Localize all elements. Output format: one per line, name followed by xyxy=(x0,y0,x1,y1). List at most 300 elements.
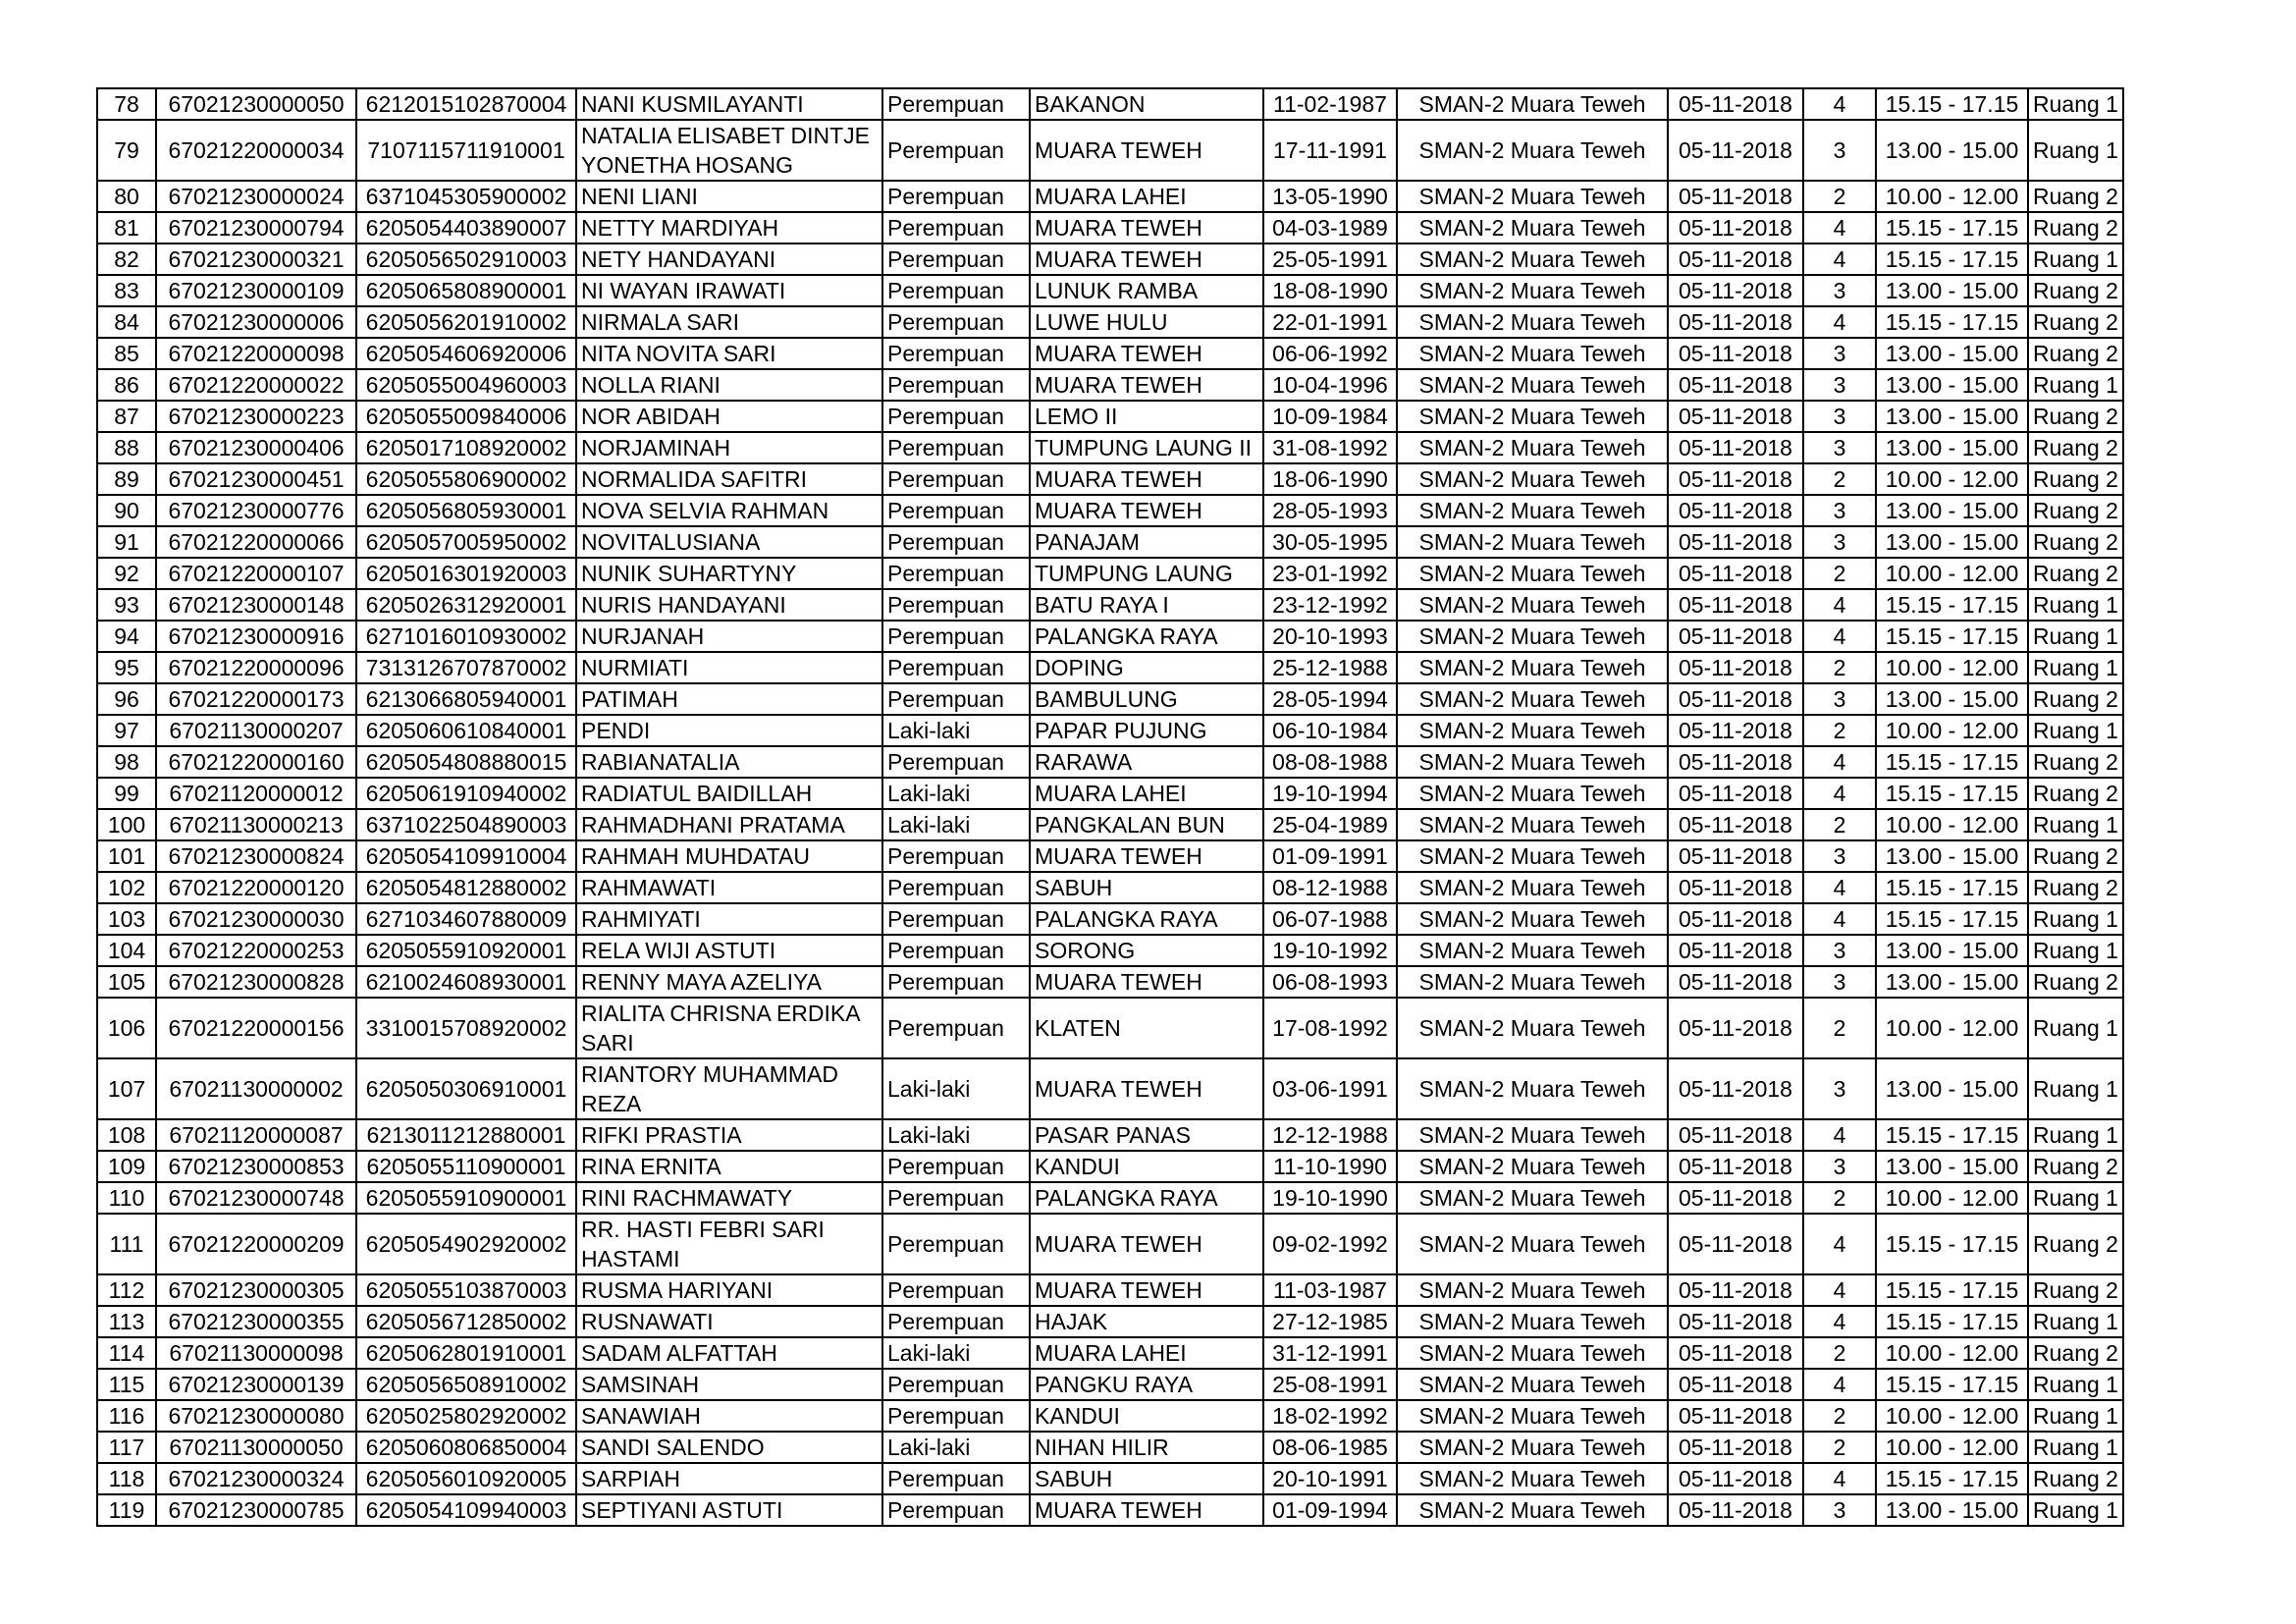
birthdate-cell: 18-06-1990 xyxy=(1263,463,1397,495)
test-location-cell: SMAN-2 Muara Teweh xyxy=(1397,558,1668,589)
nik-cell: 6205055009840006 xyxy=(356,401,576,432)
nik-cell: 6205054403890007 xyxy=(356,212,576,244)
birthdate-cell: 03-06-1991 xyxy=(1263,1058,1397,1119)
room-cell: Ruang 1 xyxy=(2028,935,2123,966)
name-cell: RAHMIYATI xyxy=(576,903,882,935)
birthdate-cell: 10-04-1996 xyxy=(1263,369,1397,401)
participant-number-cell: 67021230000776 xyxy=(156,495,356,526)
nik-cell: 6205061910940002 xyxy=(356,778,576,809)
birthdate-cell: 13-05-1990 xyxy=(1263,181,1397,212)
gender-cell: Perempuan xyxy=(882,1214,1030,1274)
test-date-cell: 05-11-2018 xyxy=(1668,652,1803,683)
nik-cell: 6205016301920003 xyxy=(356,558,576,589)
session-cell: 2 xyxy=(1803,1432,1876,1463)
test-date-cell: 05-11-2018 xyxy=(1668,778,1803,809)
session-cell: 4 xyxy=(1803,212,1876,244)
nik-cell: 6271034607880009 xyxy=(356,903,576,935)
participant-number-cell: 67021220000096 xyxy=(156,652,356,683)
name-cell: NATALIA ELISABET DINTJE YONETHA HOSANG xyxy=(576,120,882,181)
gender-cell: Laki-laki xyxy=(882,1337,1030,1369)
gender-cell: Perempuan xyxy=(882,120,1030,181)
gender-cell: Perempuan xyxy=(882,621,1030,652)
nik-cell: 6205054109910004 xyxy=(356,840,576,872)
name-cell: RELA WIJI ASTUTI xyxy=(576,935,882,966)
session-cell: 4 xyxy=(1803,589,1876,621)
name-cell: RUSMA HARIYANI xyxy=(576,1274,882,1306)
participant-number-cell: 67021230000916 xyxy=(156,621,356,652)
nik-cell: 6205054606920006 xyxy=(356,338,576,369)
name-cell: NOLLA RIANI xyxy=(576,369,882,401)
name-cell: SADAM ALFATTAH xyxy=(576,1337,882,1369)
gender-cell: Perempuan xyxy=(882,244,1030,275)
row-number-cell: 88 xyxy=(97,432,156,463)
gender-cell: Perempuan xyxy=(882,998,1030,1058)
row-number-cell: 104 xyxy=(97,935,156,966)
test-location-cell: SMAN-2 Muara Teweh xyxy=(1397,275,1668,306)
birthplace-cell: MUARA TEWEH xyxy=(1030,966,1263,998)
time-cell: 15.15 - 17.15 xyxy=(1876,306,2028,338)
room-cell: Ruang 2 xyxy=(2028,1214,2123,1274)
name-cell: SANDI SALENDO xyxy=(576,1432,882,1463)
participant-number-cell: 67021230000109 xyxy=(156,275,356,306)
test-date-cell: 05-11-2018 xyxy=(1668,1432,1803,1463)
row-number-cell: 93 xyxy=(97,589,156,621)
table-row xyxy=(97,621,2123,652)
birthdate-cell: 31-12-1991 xyxy=(1263,1337,1397,1369)
nik-cell: 6205056201910002 xyxy=(356,306,576,338)
room-cell: Ruang 1 xyxy=(2028,244,2123,275)
birthplace-cell: NIHAN HILIR xyxy=(1030,1432,1263,1463)
row-number-cell: 107 xyxy=(97,1058,156,1119)
participant-number-cell: 67021230000139 xyxy=(156,1369,356,1400)
time-cell: 10.00 - 12.00 xyxy=(1876,715,2028,746)
test-date-cell: 05-11-2018 xyxy=(1668,1494,1803,1526)
session-cell: 4 xyxy=(1803,1369,1876,1400)
room-cell: Ruang 1 xyxy=(2028,1494,2123,1526)
birthplace-cell: TUMPUNG LAUNG xyxy=(1030,558,1263,589)
row-number-cell: 112 xyxy=(97,1274,156,1306)
participant-number-cell: 67021130000098 xyxy=(156,1337,356,1369)
birthdate-cell: 06-06-1992 xyxy=(1263,338,1397,369)
birthplace-cell: MUARA TEWEH xyxy=(1030,463,1263,495)
room-cell: Ruang 1 xyxy=(2028,589,2123,621)
birthplace-cell: LEMO II xyxy=(1030,401,1263,432)
session-cell: 3 xyxy=(1803,432,1876,463)
test-location-cell: SMAN-2 Muara Teweh xyxy=(1397,715,1668,746)
table-row xyxy=(97,181,2123,212)
session-cell: 4 xyxy=(1803,778,1876,809)
gender-cell: Perempuan xyxy=(882,1463,1030,1494)
table-row xyxy=(97,652,2123,683)
test-date-cell: 05-11-2018 xyxy=(1668,621,1803,652)
table-row xyxy=(97,1494,2123,1526)
nik-cell: 6205057005950002 xyxy=(356,526,576,558)
birthdate-cell: 28-05-1993 xyxy=(1263,495,1397,526)
table-row xyxy=(97,306,2123,338)
birthdate-cell: 12-12-1988 xyxy=(1263,1119,1397,1151)
room-cell: Ruang 2 xyxy=(2028,1151,2123,1182)
row-number-cell: 119 xyxy=(97,1494,156,1526)
test-location-cell: SMAN-2 Muara Teweh xyxy=(1397,652,1668,683)
birthdate-cell: 17-08-1992 xyxy=(1263,998,1397,1058)
nik-cell: 7107115711910001 xyxy=(356,120,576,181)
test-date-cell: 05-11-2018 xyxy=(1668,401,1803,432)
birthdate-cell: 17-11-1991 xyxy=(1263,120,1397,181)
gender-cell: Perempuan xyxy=(882,1369,1030,1400)
test-location-cell: SMAN-2 Muara Teweh xyxy=(1397,495,1668,526)
participant-number-cell: 67021230000824 xyxy=(156,840,356,872)
name-cell: RUSNAWATI xyxy=(576,1306,882,1337)
nik-cell: 6205056712850002 xyxy=(356,1306,576,1337)
birthdate-cell: 22-01-1991 xyxy=(1263,306,1397,338)
table-row xyxy=(97,1400,2123,1432)
row-number-cell: 86 xyxy=(97,369,156,401)
test-date-cell: 05-11-2018 xyxy=(1668,589,1803,621)
test-date-cell: 05-11-2018 xyxy=(1668,495,1803,526)
table-row xyxy=(97,966,2123,998)
test-location-cell: SMAN-2 Muara Teweh xyxy=(1397,432,1668,463)
row-number-cell: 106 xyxy=(97,998,156,1058)
room-cell: Ruang 2 xyxy=(2028,683,2123,715)
session-cell: 3 xyxy=(1803,966,1876,998)
row-number-cell: 81 xyxy=(97,212,156,244)
session-cell: 2 xyxy=(1803,715,1876,746)
gender-cell: Perempuan xyxy=(882,401,1030,432)
test-location-cell: SMAN-2 Muara Teweh xyxy=(1397,1058,1668,1119)
room-cell: Ruang 1 xyxy=(2028,369,2123,401)
room-cell: Ruang 1 xyxy=(2028,903,2123,935)
gender-cell: Laki-laki xyxy=(882,809,1030,840)
name-cell: RABIANATALIA xyxy=(576,746,882,778)
birthplace-cell: KLATEN xyxy=(1030,998,1263,1058)
birthplace-cell: MUARA TEWEH xyxy=(1030,1274,1263,1306)
table-row xyxy=(97,526,2123,558)
participant-number-cell: 67021230000223 xyxy=(156,401,356,432)
test-date-cell: 05-11-2018 xyxy=(1668,1337,1803,1369)
participant-number-cell: 67021220000160 xyxy=(156,746,356,778)
table-row xyxy=(97,778,2123,809)
birthdate-cell: 25-08-1991 xyxy=(1263,1369,1397,1400)
table-row xyxy=(97,369,2123,401)
room-cell: Ruang 2 xyxy=(2028,212,2123,244)
session-cell: 4 xyxy=(1803,1463,1876,1494)
birthplace-cell: MUARA TEWEH xyxy=(1030,1494,1263,1526)
time-cell: 13.00 - 15.00 xyxy=(1876,966,2028,998)
birthplace-cell: MUARA LAHEI xyxy=(1030,181,1263,212)
gender-cell: Perempuan xyxy=(882,181,1030,212)
session-cell: 3 xyxy=(1803,683,1876,715)
nik-cell: 6371045305900002 xyxy=(356,181,576,212)
birthdate-cell: 10-09-1984 xyxy=(1263,401,1397,432)
nik-cell: 6205056010920005 xyxy=(356,1463,576,1494)
session-cell: 3 xyxy=(1803,1151,1876,1182)
time-cell: 15.15 - 17.15 xyxy=(1876,212,2028,244)
row-number-cell: 115 xyxy=(97,1369,156,1400)
birthplace-cell: LUNUK RAMBA xyxy=(1030,275,1263,306)
birthplace-cell: MUARA TEWEH xyxy=(1030,120,1263,181)
birthdate-cell: 09-02-1992 xyxy=(1263,1214,1397,1274)
gender-cell: Perempuan xyxy=(882,746,1030,778)
participant-number-cell: 67021230000355 xyxy=(156,1306,356,1337)
test-date-cell: 05-11-2018 xyxy=(1668,683,1803,715)
participant-number-cell: 67021220000022 xyxy=(156,369,356,401)
test-location-cell: SMAN-2 Muara Teweh xyxy=(1397,1432,1668,1463)
session-cell: 4 xyxy=(1803,872,1876,903)
birthplace-cell: PANGKALAN BUN xyxy=(1030,809,1263,840)
nik-cell: 6205054812880002 xyxy=(356,872,576,903)
time-cell: 13.00 - 15.00 xyxy=(1876,495,2028,526)
test-date-cell: 05-11-2018 xyxy=(1668,1463,1803,1494)
table-row xyxy=(97,903,2123,935)
nik-cell: 6371022504890003 xyxy=(356,809,576,840)
gender-cell: Perempuan xyxy=(882,840,1030,872)
test-location-cell: SMAN-2 Muara Teweh xyxy=(1397,1369,1668,1400)
nik-cell: 6205056508910002 xyxy=(356,1369,576,1400)
test-date-cell: 05-11-2018 xyxy=(1668,966,1803,998)
room-cell: Ruang 2 xyxy=(2028,306,2123,338)
name-cell: SEPTIYANI ASTUTI xyxy=(576,1494,882,1526)
participant-number-cell: 67021130000213 xyxy=(156,809,356,840)
time-cell: 15.15 - 17.15 xyxy=(1876,1119,2028,1151)
name-cell: NOVA SELVIA RAHMAN xyxy=(576,495,882,526)
row-number-cell: 85 xyxy=(97,338,156,369)
birthplace-cell: PALANGKA RAYA xyxy=(1030,1182,1263,1214)
time-cell: 10.00 - 12.00 xyxy=(1876,1432,2028,1463)
birthplace-cell: PAPAR PUJUNG xyxy=(1030,715,1263,746)
time-cell: 15.15 - 17.15 xyxy=(1876,88,2028,120)
test-date-cell: 05-11-2018 xyxy=(1668,526,1803,558)
name-cell: NUNIK SUHARTYNY xyxy=(576,558,882,589)
gender-cell: Perempuan xyxy=(882,652,1030,683)
row-number-cell: 84 xyxy=(97,306,156,338)
gender-cell: Perempuan xyxy=(882,1494,1030,1526)
table-row xyxy=(97,401,2123,432)
test-location-cell: SMAN-2 Muara Teweh xyxy=(1397,1306,1668,1337)
gender-cell: Perempuan xyxy=(882,872,1030,903)
table-row xyxy=(97,589,2123,621)
test-date-cell: 05-11-2018 xyxy=(1668,1369,1803,1400)
participant-number-cell: 67021120000087 xyxy=(156,1119,356,1151)
gender-cell: Perempuan xyxy=(882,526,1030,558)
time-cell: 15.15 - 17.15 xyxy=(1876,1274,2028,1306)
gender-cell: Perempuan xyxy=(882,495,1030,526)
nik-cell: 7313126707870002 xyxy=(356,652,576,683)
session-cell: 3 xyxy=(1803,338,1876,369)
participant-number-cell: 67021130000207 xyxy=(156,715,356,746)
time-cell: 13.00 - 15.00 xyxy=(1876,1058,2028,1119)
session-cell: 4 xyxy=(1803,903,1876,935)
test-location-cell: SMAN-2 Muara Teweh xyxy=(1397,306,1668,338)
name-cell: NURMIATI xyxy=(576,652,882,683)
name-cell: RENNY MAYA AZELIYA xyxy=(576,966,882,998)
test-location-cell: SMAN-2 Muara Teweh xyxy=(1397,998,1668,1058)
row-number-cell: 97 xyxy=(97,715,156,746)
birthdate-cell: 11-02-1987 xyxy=(1263,88,1397,120)
name-cell: NENI LIANI xyxy=(576,181,882,212)
name-cell: RAHMAH MUHDATAU xyxy=(576,840,882,872)
row-number-cell: 94 xyxy=(97,621,156,652)
test-location-cell: SMAN-2 Muara Teweh xyxy=(1397,809,1668,840)
name-cell: PENDI xyxy=(576,715,882,746)
nik-cell: 6205055806900002 xyxy=(356,463,576,495)
time-cell: 15.15 - 17.15 xyxy=(1876,778,2028,809)
time-cell: 13.00 - 15.00 xyxy=(1876,369,2028,401)
participant-number-cell: 67021220000156 xyxy=(156,998,356,1058)
birthdate-cell: 06-08-1993 xyxy=(1263,966,1397,998)
test-date-cell: 05-11-2018 xyxy=(1668,120,1803,181)
row-number-cell: 118 xyxy=(97,1463,156,1494)
room-cell: Ruang 1 xyxy=(2028,1432,2123,1463)
session-cell: 3 xyxy=(1803,120,1876,181)
row-number-cell: 103 xyxy=(97,903,156,935)
room-cell: Ruang 1 xyxy=(2028,1182,2123,1214)
birthdate-cell: 25-04-1989 xyxy=(1263,809,1397,840)
birthdate-cell: 08-08-1988 xyxy=(1263,746,1397,778)
table-row xyxy=(97,244,2123,275)
test-location-cell: SMAN-2 Muara Teweh xyxy=(1397,840,1668,872)
gender-cell: Perempuan xyxy=(882,338,1030,369)
session-cell: 4 xyxy=(1803,746,1876,778)
nik-cell: 6271016010930002 xyxy=(356,621,576,652)
test-location-cell: SMAN-2 Muara Teweh xyxy=(1397,401,1668,432)
test-location-cell: SMAN-2 Muara Teweh xyxy=(1397,935,1668,966)
participant-number-cell: 67021230000406 xyxy=(156,432,356,463)
test-date-cell: 05-11-2018 xyxy=(1668,88,1803,120)
test-location-cell: SMAN-2 Muara Teweh xyxy=(1397,1182,1668,1214)
table-row xyxy=(97,1274,2123,1306)
name-cell: NORJAMINAH xyxy=(576,432,882,463)
session-cell: 2 xyxy=(1803,1337,1876,1369)
birthdate-cell: 01-09-1994 xyxy=(1263,1494,1397,1526)
room-cell: Ruang 2 xyxy=(2028,1274,2123,1306)
session-cell: 2 xyxy=(1803,998,1876,1058)
test-date-cell: 05-11-2018 xyxy=(1668,1306,1803,1337)
birthdate-cell: 30-05-1995 xyxy=(1263,526,1397,558)
nik-cell: 6212015102870004 xyxy=(356,88,576,120)
nik-cell: 6205055910920001 xyxy=(356,935,576,966)
name-cell: NURJANAH xyxy=(576,621,882,652)
time-cell: 13.00 - 15.00 xyxy=(1876,840,2028,872)
test-date-cell: 05-11-2018 xyxy=(1668,1151,1803,1182)
name-cell: NANI KUSMILAYANTI xyxy=(576,88,882,120)
nik-cell: 6205017108920002 xyxy=(356,432,576,463)
table-row xyxy=(97,1058,2123,1119)
time-cell: 15.15 - 17.15 xyxy=(1876,1463,2028,1494)
name-cell: NOVITALUSIANA xyxy=(576,526,882,558)
table-row xyxy=(97,998,2123,1058)
table-row xyxy=(97,1182,2123,1214)
session-cell: 3 xyxy=(1803,1058,1876,1119)
time-cell: 15.15 - 17.15 xyxy=(1876,621,2028,652)
test-location-cell: SMAN-2 Muara Teweh xyxy=(1397,526,1668,558)
table-row xyxy=(97,1151,2123,1182)
birthplace-cell: PALANGKA RAYA xyxy=(1030,621,1263,652)
birthdate-cell: 11-03-1987 xyxy=(1263,1274,1397,1306)
participant-number-cell: 67021220000209 xyxy=(156,1214,356,1274)
session-cell: 2 xyxy=(1803,558,1876,589)
session-cell: 4 xyxy=(1803,244,1876,275)
table-row xyxy=(97,495,2123,526)
participant-number-cell: 67021230000050 xyxy=(156,88,356,120)
test-date-cell: 05-11-2018 xyxy=(1668,558,1803,589)
name-cell: NETTY MARDIYAH xyxy=(576,212,882,244)
test-date-cell: 05-11-2018 xyxy=(1668,840,1803,872)
row-number-cell: 110 xyxy=(97,1182,156,1214)
test-location-cell: SMAN-2 Muara Teweh xyxy=(1397,872,1668,903)
row-number-cell: 99 xyxy=(97,778,156,809)
room-cell: Ruang 2 xyxy=(2028,275,2123,306)
table-body xyxy=(97,88,2123,1526)
test-location-cell: SMAN-2 Muara Teweh xyxy=(1397,1274,1668,1306)
session-cell: 3 xyxy=(1803,840,1876,872)
birthplace-cell: KANDUI xyxy=(1030,1400,1263,1432)
participant-number-cell: 67021230000785 xyxy=(156,1494,356,1526)
table-row xyxy=(97,463,2123,495)
birthdate-cell: 20-10-1991 xyxy=(1263,1463,1397,1494)
session-cell: 4 xyxy=(1803,1274,1876,1306)
test-date-cell: 05-11-2018 xyxy=(1668,181,1803,212)
room-cell: Ruang 2 xyxy=(2028,432,2123,463)
birthplace-cell: SORONG xyxy=(1030,935,1263,966)
birthdate-cell: 31-08-1992 xyxy=(1263,432,1397,463)
test-date-cell: 05-11-2018 xyxy=(1668,244,1803,275)
birthdate-cell: 04-03-1989 xyxy=(1263,212,1397,244)
row-number-cell: 101 xyxy=(97,840,156,872)
test-location-cell: SMAN-2 Muara Teweh xyxy=(1397,903,1668,935)
birthdate-cell: 06-07-1988 xyxy=(1263,903,1397,935)
room-cell: Ruang 1 xyxy=(2028,120,2123,181)
room-cell: Ruang 2 xyxy=(2028,966,2123,998)
test-location-cell: SMAN-2 Muara Teweh xyxy=(1397,120,1668,181)
test-location-cell: SMAN-2 Muara Teweh xyxy=(1397,746,1668,778)
gender-cell: Perempuan xyxy=(882,275,1030,306)
time-cell: 15.15 - 17.15 xyxy=(1876,903,2028,935)
gender-cell: Perempuan xyxy=(882,1182,1030,1214)
participant-number-cell: 67021230000794 xyxy=(156,212,356,244)
session-cell: 3 xyxy=(1803,275,1876,306)
row-number-cell: 91 xyxy=(97,526,156,558)
nik-cell: 6205054902920002 xyxy=(356,1214,576,1274)
session-cell: 4 xyxy=(1803,1119,1876,1151)
room-cell: Ruang 1 xyxy=(2028,652,2123,683)
row-number-cell: 96 xyxy=(97,683,156,715)
name-cell: SANAWIAH xyxy=(576,1400,882,1432)
birthplace-cell: PALANGKA RAYA xyxy=(1030,903,1263,935)
session-cell: 4 xyxy=(1803,1214,1876,1274)
gender-cell: Laki-laki xyxy=(882,1058,1030,1119)
session-cell: 2 xyxy=(1803,1400,1876,1432)
birthplace-cell: MUARA TEWEH xyxy=(1030,1058,1263,1119)
table-row xyxy=(97,1306,2123,1337)
row-number-cell: 113 xyxy=(97,1306,156,1337)
nik-cell: 6205050306910001 xyxy=(356,1058,576,1119)
session-cell: 3 xyxy=(1803,1494,1876,1526)
birthdate-cell: 18-08-1990 xyxy=(1263,275,1397,306)
row-number-cell: 116 xyxy=(97,1400,156,1432)
gender-cell: Perempuan xyxy=(882,432,1030,463)
room-cell: Ruang 1 xyxy=(2028,1400,2123,1432)
table-row xyxy=(97,338,2123,369)
birthdate-cell: 06-10-1984 xyxy=(1263,715,1397,746)
birthplace-cell: SABUH xyxy=(1030,1463,1263,1494)
birthdate-cell: 11-10-1990 xyxy=(1263,1151,1397,1182)
time-cell: 10.00 - 12.00 xyxy=(1876,998,2028,1058)
gender-cell: Perempuan xyxy=(882,1151,1030,1182)
test-date-cell: 05-11-2018 xyxy=(1668,1214,1803,1274)
participant-number-cell: 67021230000451 xyxy=(156,463,356,495)
test-location-cell: SMAN-2 Muara Teweh xyxy=(1397,966,1668,998)
gender-cell: Perempuan xyxy=(882,683,1030,715)
